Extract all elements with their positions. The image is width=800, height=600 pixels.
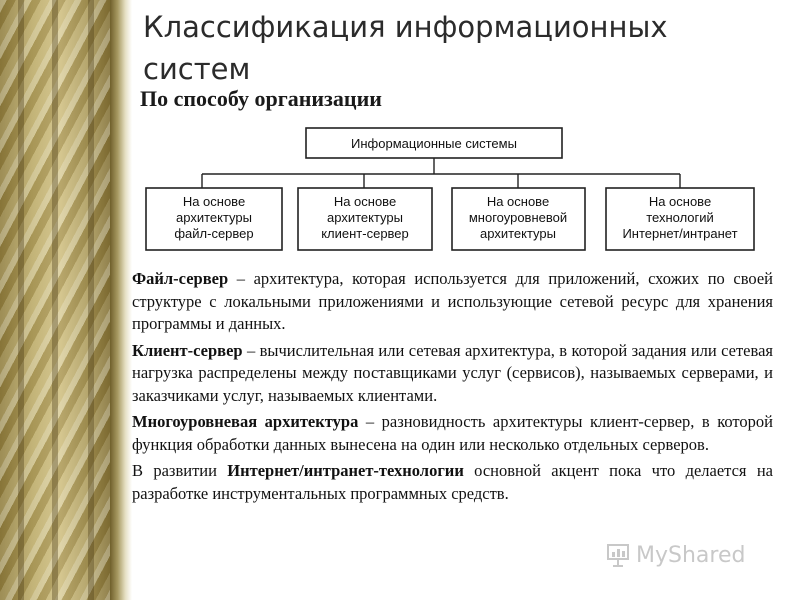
definition-file-server	[132, 268, 773, 336]
child-box-file-server	[146, 188, 282, 250]
child-box-multitier	[452, 188, 585, 250]
definition-body: – разновидность архитектуры клиент-сервер, в которой функция обработки данных вынесена на один или несколько отдельных серверов.	[132, 412, 774, 454]
child-box-internet-intranet	[606, 188, 754, 250]
child-box-line: архитектуры	[480, 226, 556, 241]
watermark	[606, 540, 745, 570]
definition-term: Файл-сервер	[132, 269, 229, 288]
child-box-line: Интернет/интранет	[622, 226, 738, 241]
diagram-connectors	[202, 158, 680, 188]
slide-title: Классификация информационных систем	[143, 10, 668, 86]
definition-body: основной акцент пока что делается на разработке инструментальных программных средств.	[132, 461, 773, 503]
definition-prefix: В развитии	[132, 461, 228, 480]
child-box-line: На основе	[182, 194, 246, 209]
root-box-label: Информационные системы	[351, 136, 517, 151]
watermark-text: MyShared	[636, 542, 746, 568]
presentation-board-icon	[606, 542, 632, 568]
child-box-line: многоуровневой	[468, 210, 568, 225]
definitions-text	[132, 268, 773, 509]
child-box-line: клиент-сервер	[321, 226, 409, 241]
definition-term: Многоуровневая архитектура	[132, 412, 359, 431]
definition-term: Интернет/интранет-технологии	[227, 461, 464, 480]
child-box-line: архитектуры	[176, 210, 252, 225]
definition-internet-intranet	[132, 460, 773, 505]
child-box-line: архитектуры	[327, 210, 403, 225]
child-box-client-server	[298, 188, 432, 250]
definition-term: Клиент-сервер	[132, 340, 243, 360]
definition-body: – вычислительная или сетевая архитектура, в которой задания или сетевая нагрузка распределены между поставщиками услуг (сервисов), называемых серверами, и заказчиками услуг, называемых клиентами.	[132, 340, 773, 405]
child-box-line: На основе	[648, 194, 712, 209]
definition-client-server	[132, 340, 773, 408]
child-box-line: На основе	[486, 194, 550, 209]
definition-body: – архитектура, которая используется для приложений, схожих по своей структуре с локальными приложениями и использующие сетевой ресурс для хранения программы и данных.	[132, 269, 773, 333]
definition-multitier	[132, 411, 773, 456]
child-box-line: файл-сервер	[174, 226, 254, 241]
child-box-line: На основе	[333, 194, 397, 209]
slide-subtitle: По способу организации	[140, 86, 382, 111]
child-box-line: технологий	[646, 210, 714, 225]
